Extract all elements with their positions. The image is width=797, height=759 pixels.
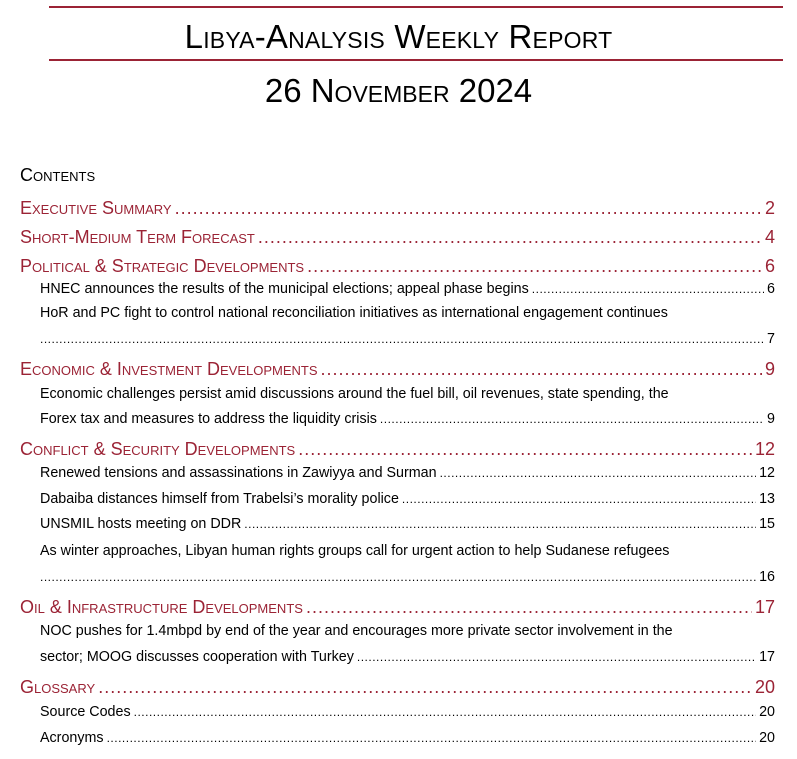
toc-leader (40, 328, 764, 350)
toc-entry-label: Glossary (20, 677, 96, 697)
top-rule (49, 6, 783, 8)
toc-subentry-hor-line1[interactable]: HoR and PC fight to control national reconciliation initiatives as international engagement continues (40, 305, 668, 321)
toc-entry-executive-summary[interactable] (20, 196, 775, 220)
toc-subentry-hnec[interactable] (40, 278, 775, 300)
toc-leader (440, 462, 757, 484)
toc-page-number: 6 (767, 281, 775, 297)
toc-leader (244, 513, 756, 535)
toc-entry-glossary[interactable] (20, 675, 775, 699)
toc-entry-label: UNSMIL hosts meeting on DDR (40, 516, 242, 532)
toc-entry-conflict[interactable] (20, 437, 775, 461)
toc-page-number: 13 (759, 491, 775, 507)
toc-page-number: 17 (754, 597, 775, 617)
toc-entry-political[interactable] (20, 254, 775, 278)
toc-entry-label: Source Codes (40, 704, 131, 720)
toc-subentry-source-codes[interactable] (40, 701, 775, 723)
toc-page-number: 20 (759, 704, 775, 720)
toc-page-number: 9 (767, 411, 775, 427)
toc-entry-label: Acronyms (40, 730, 104, 746)
toc-entry-label: Oil & Infrastructure Developments (20, 597, 303, 617)
toc-leader (107, 727, 757, 749)
toc-subentry-unsmil[interactable] (40, 513, 775, 535)
toc-entry-oil[interactable] (20, 595, 775, 619)
toc-leader (307, 254, 762, 278)
toc-leader (40, 566, 756, 588)
toc-leader (357, 646, 756, 668)
toc-leader (98, 675, 752, 699)
toc-entry-label: sector; MOOG discusses cooperation with Turkey (40, 649, 354, 665)
toc-subentry-dabaiba[interactable] (40, 488, 775, 510)
toc-page-number: 16 (759, 569, 775, 585)
toc-leader (306, 595, 752, 619)
report-date: 26 November 2024 (264, 72, 533, 109)
toc-page-number: 20 (759, 730, 775, 746)
toc-leader (134, 701, 756, 723)
toc-page-number: 15 (759, 516, 775, 532)
toc-subentry-noc[interactable] (40, 646, 775, 668)
toc-entry-label: Dabaiba distances himself from Trabelsi’s morality police (40, 491, 399, 507)
toc-subentry-economic-line1[interactable]: Economic challenges persist amid discussions around the fuel bill, oil revenues, state spending, the (40, 386, 669, 402)
toc-subentry-noc-line1[interactable]: NOC pushes for 1.4mbpd by end of the year and encourages more private sector involvement in the (40, 623, 673, 639)
toc-entry-label: Renewed tensions and assassinations in Zawiyya and Surman (40, 465, 437, 481)
toc-page-number: 2 (764, 198, 775, 218)
toc-subentry-refugees-line1[interactable]: As winter approaches, Libyan human rights groups call for urgent action to help Sudanese refugees (40, 543, 670, 559)
contents-heading: Contents (20, 165, 96, 185)
toc-leader (532, 278, 764, 300)
toc-entry-forecast[interactable] (20, 225, 775, 249)
toc-subentry-refugees[interactable] (40, 566, 775, 588)
toc-entry-label: Conflict & Security Developments (20, 439, 296, 459)
toc-leader (298, 437, 752, 461)
report-title: Libya-Analysis Weekly Report (184, 18, 613, 55)
toc-subentry-hor[interactable] (40, 328, 775, 350)
toc-leader (175, 196, 762, 220)
toc-page-number: 4 (764, 227, 775, 247)
toc-entry-label: Political & Strategic Developments (20, 256, 305, 276)
toc-entry-label: Economic & Investment Developments (20, 359, 318, 379)
toc-entry-label: Forex tax and measures to address the liquidity crisis (40, 411, 377, 427)
toc-entry-label: Executive Summary (20, 198, 172, 218)
toc-entry-label: HNEC announces the results of the municipal elections; appeal phase begins (40, 281, 529, 297)
toc-page-number: 12 (754, 439, 775, 459)
toc-leader (402, 488, 756, 510)
toc-page-number: 6 (764, 256, 775, 276)
toc-entry-economic[interactable] (20, 357, 775, 381)
toc-page-number: 17 (759, 649, 775, 665)
toc-leader (321, 357, 762, 381)
toc-page-number: 7 (767, 331, 775, 347)
toc-page-number: 12 (759, 465, 775, 481)
toc-leader (380, 408, 764, 430)
toc-subentry-acronyms[interactable] (40, 727, 775, 749)
title-rule (49, 59, 783, 61)
toc-subentry-zawiyya[interactable] (40, 462, 775, 484)
toc-subentry-economic[interactable] (40, 408, 775, 430)
toc-page-number: 9 (764, 359, 775, 379)
toc-page-number: 20 (754, 677, 775, 697)
toc-leader (258, 225, 762, 249)
toc-entry-label: Short-Medium Term Forecast (20, 227, 255, 247)
